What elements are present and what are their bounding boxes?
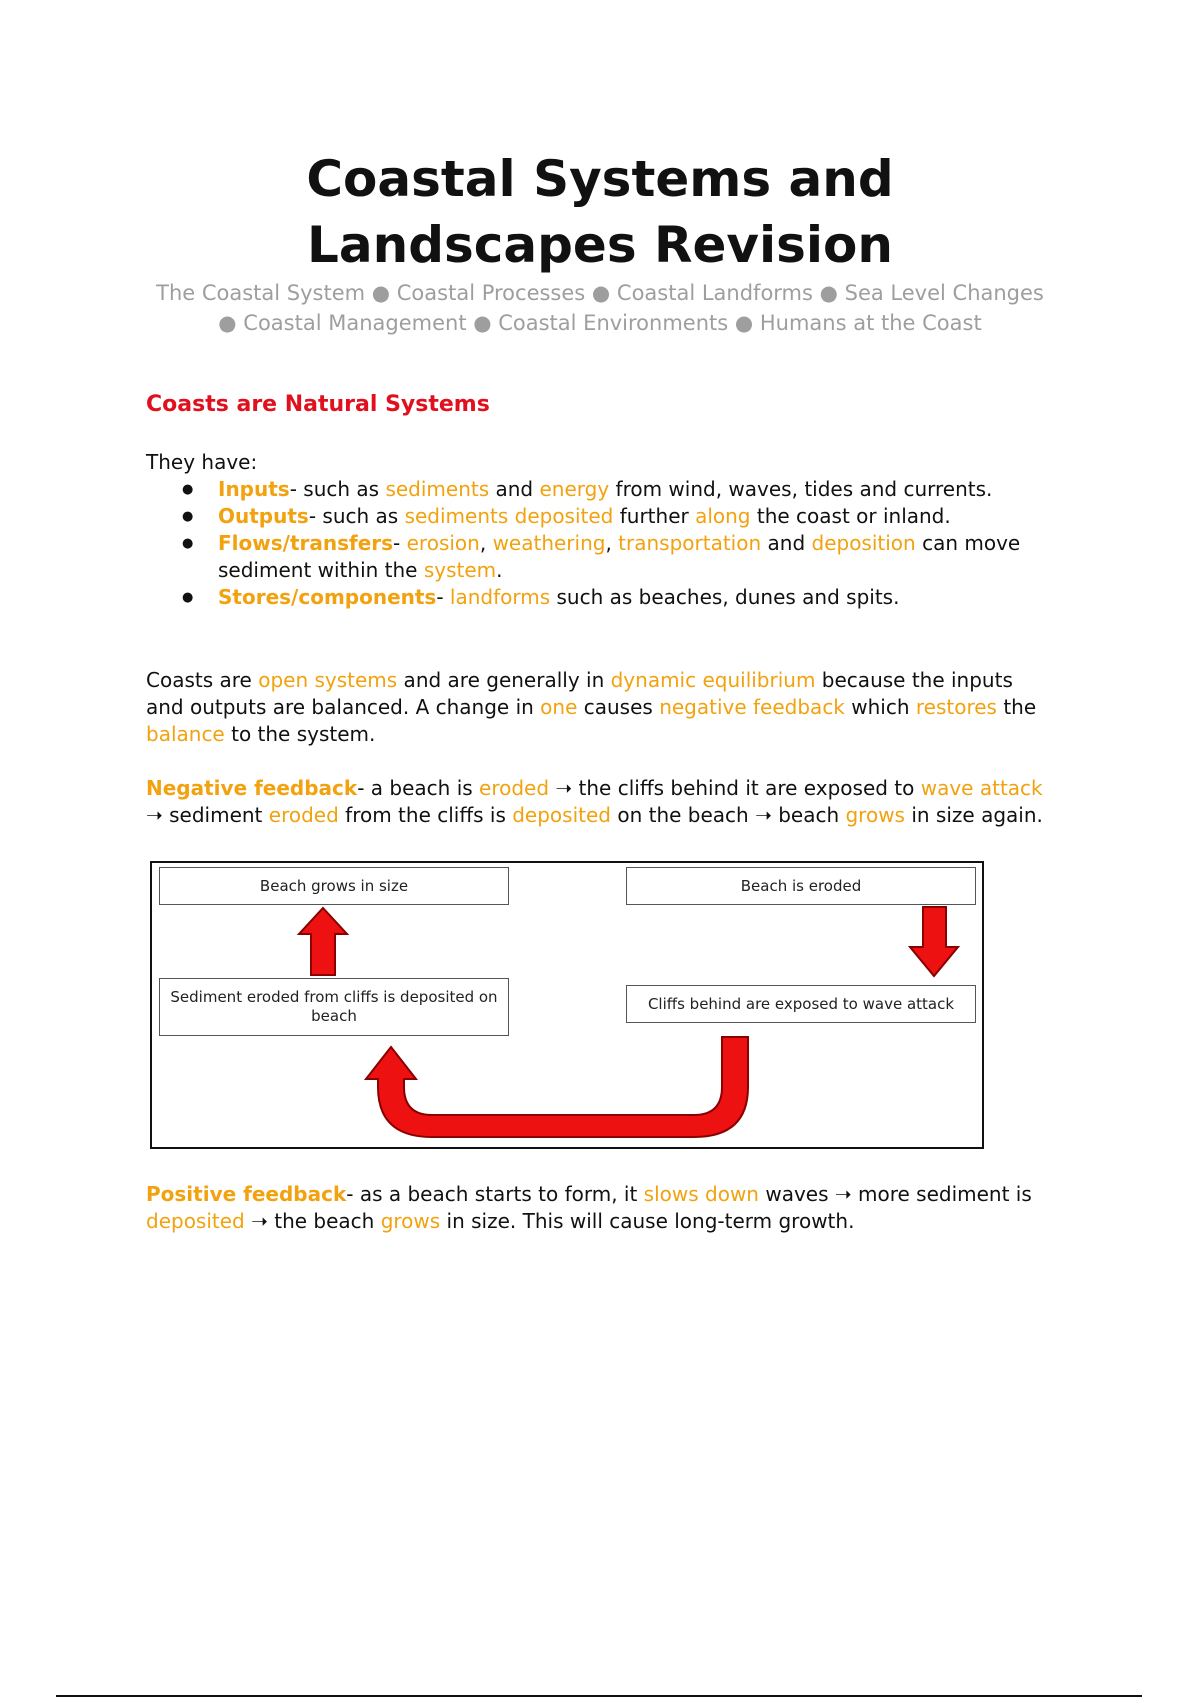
down-arrow-icon <box>910 907 958 976</box>
negative-feedback-diagram <box>150 861 984 1149</box>
list-item: ● Outputs- such as sediments deposited further along the coast or inland. <box>146 503 1046 530</box>
up-arrow-icon <box>299 908 347 975</box>
page-title-line-1: Coastal Systems and <box>306 150 894 208</box>
box-sediment-deposited: Sediment eroded from cliffs is deposited on beach <box>159 978 509 1036</box>
equilibrium-paragraph: Coasts are open systems and are generally in dynamic equilibrium because the inputs and outputs are balanced. A change in one causes negative feedback which restores the balance to the system. <box>146 668 1037 746</box>
list-item: ● Flows/transfers- erosion, weathering, transportation and deposition can move sediment within the system. <box>146 530 1046 584</box>
term: Stores/components <box>218 585 437 609</box>
list-item: ● Inputs- such as sediments and energy from wind, waves, tides and currents. <box>146 476 1046 503</box>
box-beach-eroded: Beach is eroded <box>626 867 976 905</box>
positive-feedback-paragraph: Positive feedback- as a beach starts to form, it slows down waves ➝ more sediment is deposited ➝ the beach grows in size. This will cause long-term growth. <box>146 1182 1032 1233</box>
term: Positive feedback <box>146 1182 347 1206</box>
box-cliffs-exposed: Cliffs behind are exposed to wave attack <box>626 985 976 1023</box>
intro-text: They have: <box>146 450 258 474</box>
system-components-list <box>146 476 1046 611</box>
page-title-line-2: Landscapes Revision <box>307 216 893 274</box>
page-title <box>0 146 1200 278</box>
negative-feedback-paragraph: Negative feedback- a beach is eroded ➝ the cliffs behind it are exposed to wave attack ➝ sediment eroded from the cliffs is deposited on the beach ➝ beach grows in size again. <box>146 776 1043 827</box>
box-beach-grows: Beach grows in size <box>159 867 509 905</box>
topics-subtitle: The Coastal System ● Coastal Processes ● Coastal Landforms ● Sea Level Changes ● Coastal Management ● Coastal Environments ● Humans at the Coast <box>156 281 1044 335</box>
list-item: ● Stores/components- landforms such as beaches, dunes and spits. <box>146 584 1046 611</box>
section-heading: Coasts are Natural Systems <box>146 392 490 417</box>
bottom-rule <box>56 1695 1142 1697</box>
term: Negative feedback <box>146 776 358 800</box>
feedback-arrows <box>152 863 982 1147</box>
term: Inputs <box>218 477 290 501</box>
u-turn-arrow-icon <box>366 1037 748 1137</box>
term: Outputs <box>218 504 309 528</box>
term: Flows/transfers <box>218 531 394 555</box>
